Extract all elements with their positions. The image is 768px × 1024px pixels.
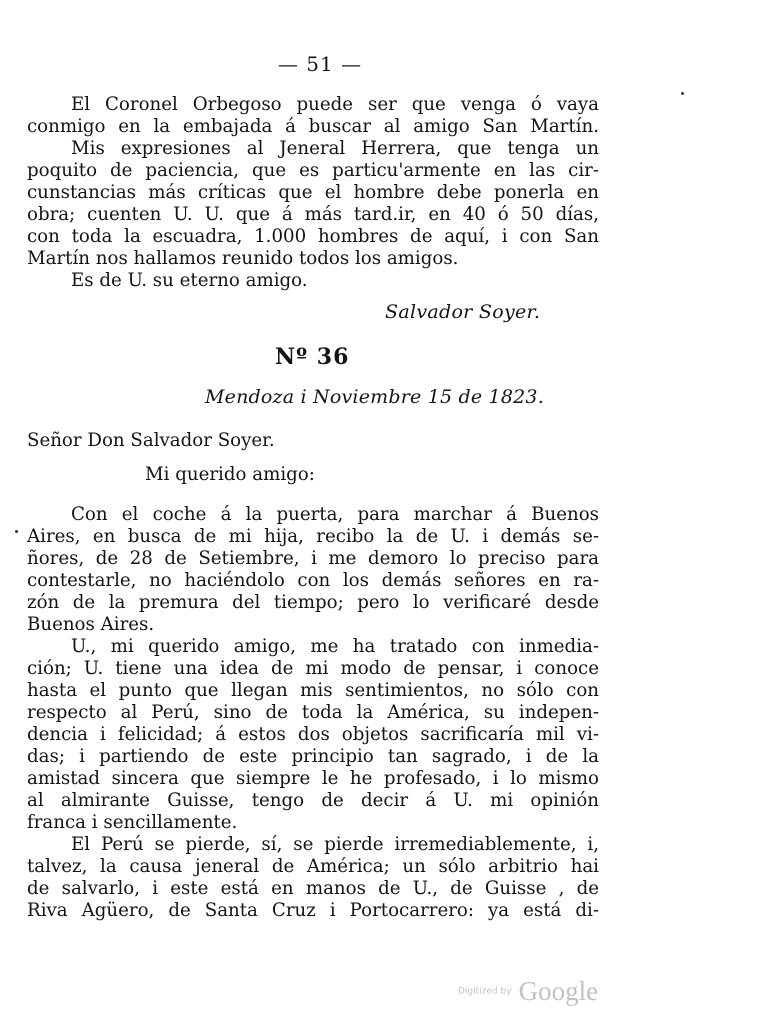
google-logo: Google (518, 976, 599, 1006)
greeting: Mi querido amigo: (145, 464, 315, 485)
page-number: — 51 — (277, 52, 363, 76)
dateline: Mendoza i Noviembre 15 de 1823. (205, 386, 544, 408)
text-line: Con el coche á la puerta, para marchar á Buenos (71, 504, 599, 525)
text-line: El Coronel Orbegoso puede ser que venga ó vaya (71, 94, 599, 115)
digitized-by-google-watermark (458, 976, 598, 1007)
text-line: ción; U. tiene una idea de mi modo de pensar, i conoce (27, 658, 599, 679)
text-line: cunstancias más críticas que el hombre debe ponerla en (27, 182, 599, 203)
text-line: Buenos Aires. (27, 614, 155, 635)
text-line: U., mi querido amigo, me ha tratado con inmedia- (71, 636, 599, 657)
text-line: ñores, de 28 de Setiembre, i me demoro lo preciso para (27, 548, 599, 569)
text-line: dencia i felicidad; á estos dos objetos sacrificaría mil vi- (27, 724, 599, 745)
text-line: Es de U. su eterno amigo. (71, 270, 308, 291)
text-line: contestarle, no haciéndolo con los demás señores en ra- (27, 570, 599, 591)
text-line: Mis expresiones al Jeneral Herrera, que tenga un (71, 138, 599, 159)
text-line: de salvarlo, i este está en manos de U., de Guisse , de (27, 878, 599, 899)
text-line: Martín nos hallamos reunido todos los amigos. (27, 248, 459, 269)
text-line: talvez, la causa jeneral de América; un sólo arbitrio hai (27, 856, 599, 877)
text-line: poquito de paciencia, que es particu'armente en las cir- (27, 160, 599, 181)
watermark-prefix: Digitized by (458, 986, 512, 997)
letter-body (27, 504, 599, 922)
text-line: hasta el punto que llegan mis sentimientos, no sólo con (27, 680, 599, 701)
ink-speck (681, 92, 684, 95)
ink-speck (15, 530, 18, 533)
document-number: Nº 36 (275, 344, 350, 370)
signature: Salvador Soyer. (385, 301, 541, 323)
text-line: das; i partiendo de este principio tan sagrado, i de la (27, 746, 599, 767)
text-line: El Perú se pierde, sí, se pierde irremediablemente, i, (71, 834, 599, 855)
salutation: Señor Don Salvador Soyer. (27, 430, 275, 451)
text-line: con toda la escuadra, 1.000 hombres de aquí, i con San (27, 226, 599, 247)
text-line: conmigo en la embajada á buscar al amigo San Martín. (27, 116, 599, 137)
text-line: Riva Agüero, de Santa Cruz i Portocarrero: ya está di- (27, 900, 599, 921)
text-line: Aires, en busca de mi hija, recibo la de U. i demás se- (27, 526, 599, 547)
text-line: obra; cuenten U. U. que á más tard.ir, en 40 ó 50 días, (27, 204, 599, 225)
text-line: franca i sencillamente. (27, 812, 238, 833)
text-line: respecto al Perú, sino de toda la América, su indepen- (27, 702, 599, 723)
text-line: amistad sincera que siempre le he profesado, i lo mismo (27, 768, 599, 789)
text-line: al almirante Guisse, tengo de decir á U. mi opinión (27, 790, 599, 811)
continuation-text (27, 94, 599, 292)
text-line: zón de la premura del tiempo; pero lo verificaré desde (27, 592, 599, 613)
